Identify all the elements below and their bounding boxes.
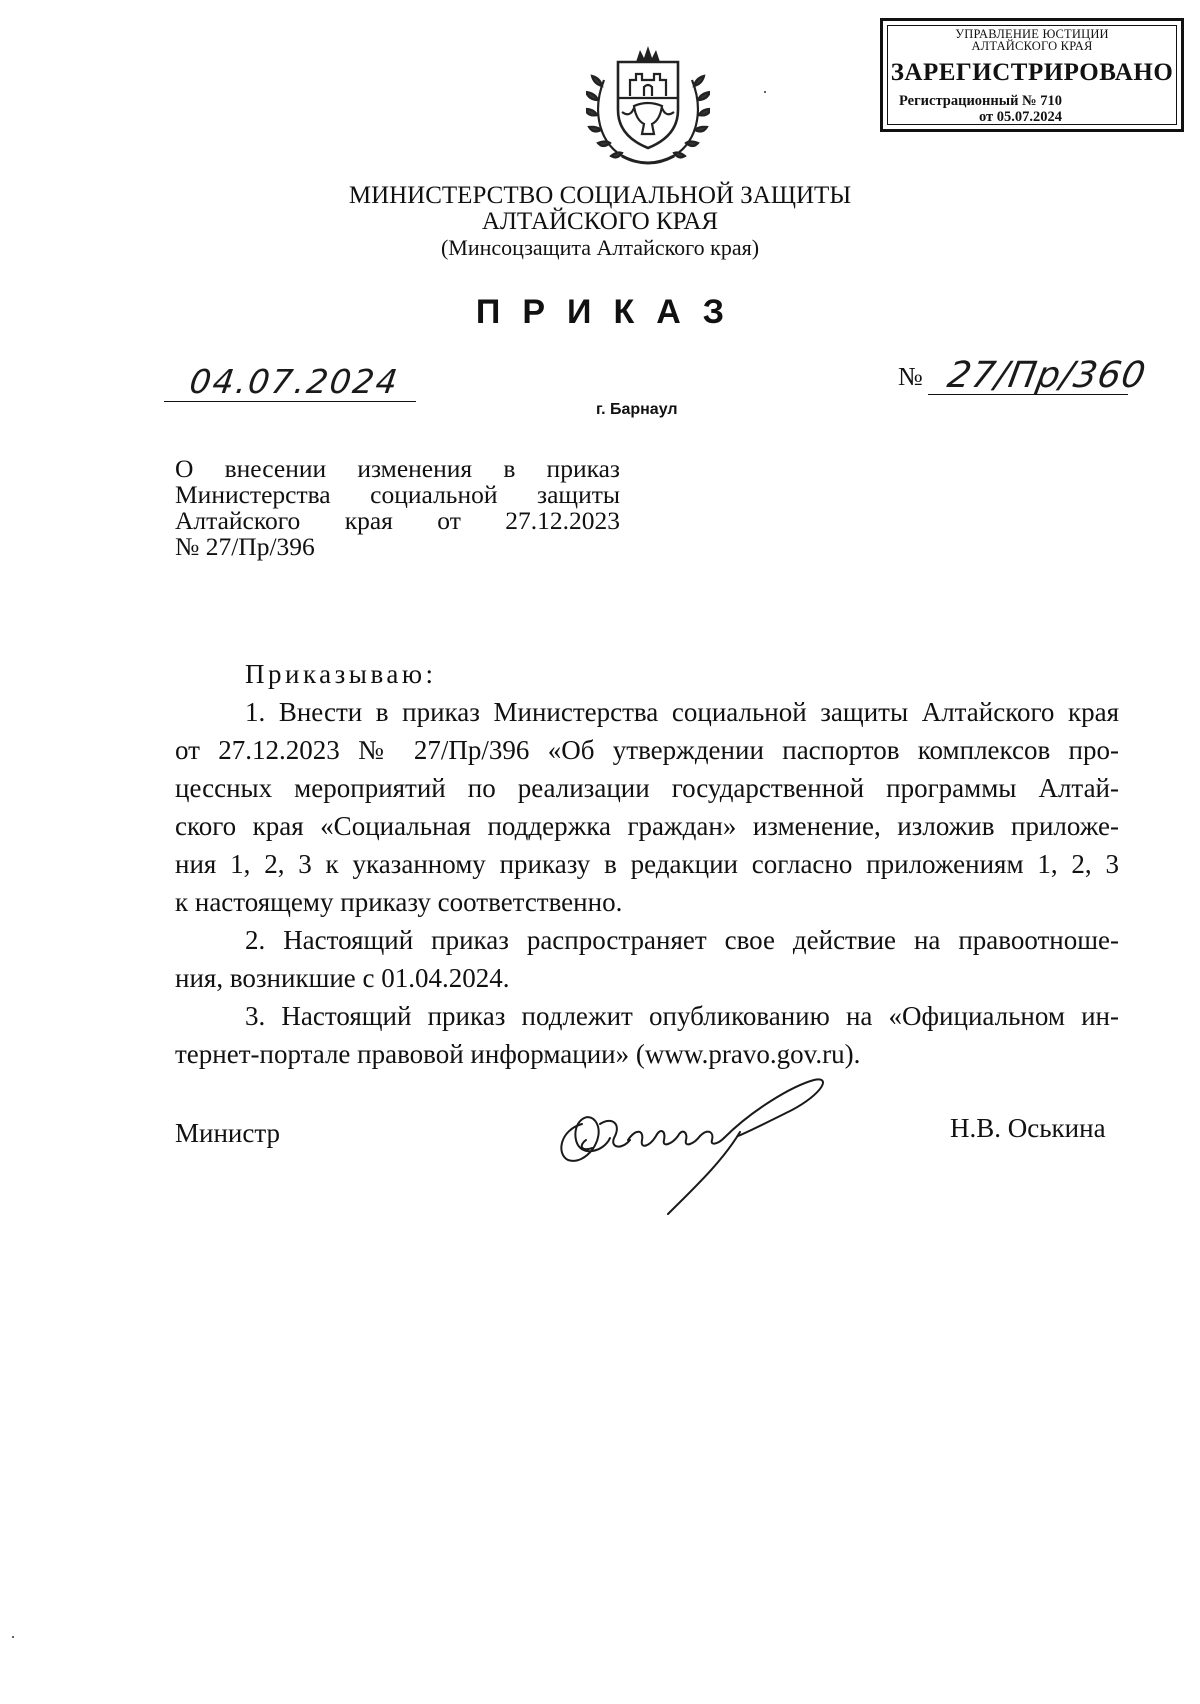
paragraph-1-line: цессных мероприятий по реализации государственной программы Алтай- xyxy=(175,773,1119,803)
paragraph-3-line: 3. Настоящий приказ подлежит опубликованию на «Официальном ин- xyxy=(245,1001,1119,1031)
coat-of-arms-icon xyxy=(586,40,710,168)
ministry-name-line1: МИНИСТЕРСТВО СОЦИАЛЬНОЙ ЗАЩИТЫ xyxy=(348,182,852,209)
paragraph-1-line: к настоящему приказу соответственно. xyxy=(175,887,623,917)
number-underline xyxy=(928,394,1128,395)
order-subject xyxy=(175,456,620,560)
subject-line: О внесении изменения в приказ xyxy=(175,454,620,483)
signatory-title: Министр xyxy=(175,1118,280,1148)
speck xyxy=(764,91,766,93)
subject-line: № 27/Пр/396 xyxy=(175,532,315,561)
subject-line: Алтайского края от 27.12.2023 xyxy=(175,506,620,535)
stamp-reg-number: Регистрационный № 710 xyxy=(899,93,1063,109)
order-number: 27/Пр/360 xyxy=(944,355,1150,396)
order-date: 04.07.2024 xyxy=(187,362,402,401)
subject-line: Министерства социальной защиты xyxy=(175,480,620,509)
speck xyxy=(12,1636,14,1638)
paragraph-2-line: 2. Настоящий приказ распространяет свое действие на правоотноше- xyxy=(245,925,1119,955)
paragraph-2-line: ния, возникшие с 01.04.2024. xyxy=(175,963,510,993)
stamp-org-line2: АЛТАЙСКОГО КРАЯ xyxy=(971,39,1093,53)
ministry-name-line2: АЛТАЙСКОГО КРАЯ xyxy=(481,208,719,235)
number-sign: № xyxy=(898,362,923,391)
order-lead: Приказываю: xyxy=(245,659,437,689)
city: г. Барнаул xyxy=(596,401,678,418)
stamp-status: ЗАРЕГИСТРИРОВАНО xyxy=(890,59,1174,86)
date-underline xyxy=(164,401,416,402)
stamp-reg-date: от 05.07.2024 xyxy=(979,109,1063,125)
order-body xyxy=(175,655,1119,1073)
paragraph-1-line: 1. Внести в приказ Министерства социальной защиты Алтайского края xyxy=(245,697,1119,727)
paragraph-1-line: от 27.12.2023 № 27/Пр/396 «Об утверждении паспортов комплексов про- xyxy=(175,735,1119,765)
paragraph-1-line: ния 1, 2, 3 к указанному приказу в редакции согласно приложениям 1, 2, 3 xyxy=(175,849,1119,879)
paragraph-3-line: тернет-портале правовой информации» (www.pravo.gov.ru). xyxy=(175,1039,861,1069)
handwritten-signature xyxy=(552,1066,872,1218)
ministry-short-name: (Минсоцзащита Алтайского края) xyxy=(440,235,760,260)
signatory-name: Н.В. Оськина xyxy=(950,1113,1106,1143)
document-type-title: ПРИКАЗ xyxy=(475,293,747,331)
registration-stamp xyxy=(880,18,1184,132)
stamp-org-line1: УПРАВЛЕНИЕ ЮСТИЦИИ xyxy=(955,27,1109,41)
paragraph-1-line: ского края «Социальная поддержка граждан» изменение, изложив приложе- xyxy=(175,811,1119,841)
